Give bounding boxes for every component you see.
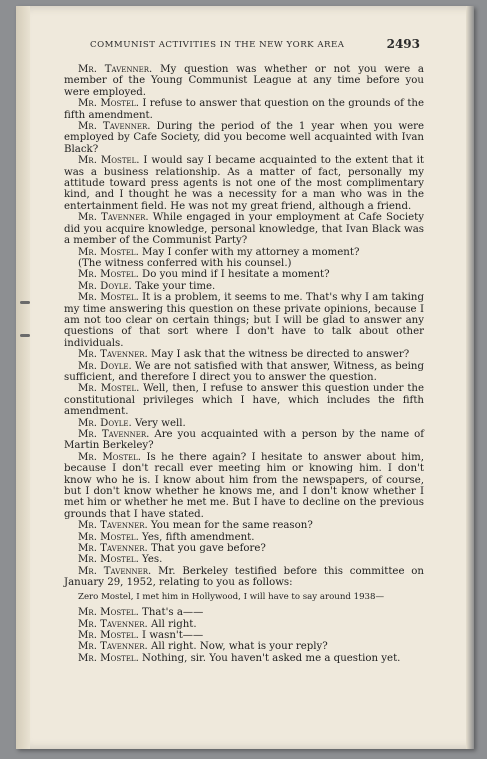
testimony-paragraph (64, 566, 424, 589)
testimony-paragraph (64, 520, 424, 531)
speaker-name: Mr. Tavenner. (78, 349, 148, 361)
paragraph-text: All right. (147, 618, 197, 630)
paragraph-text: During the period of the 1 year when you were employed by Cafe Society, did you become well acquainted with Ivan Black? (64, 121, 425, 155)
testimony-paragraph (64, 292, 424, 349)
testimony-paragraph (64, 429, 424, 452)
testimony-paragraph (64, 619, 424, 630)
testimony-paragraph (64, 653, 424, 664)
testimony-paragraph (64, 630, 424, 641)
speaker-name: Mr. Mostel. (78, 292, 139, 304)
speaker-name: Mr. Mostel. (78, 629, 139, 641)
paragraph-text: Yes. (138, 554, 163, 566)
speaker-name: Mr. Mostel. (78, 383, 140, 395)
paragraph-text: It is a problem, it seems to me. That's why I am taking my time answering this question on these private opinions, because I am not too clear on certain things; but I will be glad to answer any questions of that sort where I don't have to talk about other individuals. (64, 292, 424, 349)
paragraph-text: Mr. Berkeley testified before this committee on January 29, 1952, relating to you as follows: (64, 565, 424, 589)
testimony-paragraph (64, 64, 424, 98)
paragraph-text: That you gave before? (147, 543, 266, 555)
speaker-name: Mr. Mostel. (78, 269, 139, 281)
paragraph-text: Yes, fifth amendment. (138, 531, 255, 543)
paragraph-text: You mean for the same reason? (147, 520, 313, 532)
paragraph-text: Do you mind if I hesitate a moment? (138, 269, 330, 281)
running-header (90, 37, 420, 51)
speaker-name: Mr. Tavenner. (78, 212, 149, 224)
paragraph-text: All right. Now, what is your reply? (147, 641, 328, 653)
speaker-name: Mr. Doyle. (78, 417, 132, 429)
paragraph-text: Are you acquainted with a person by the name of Martin Berkeley? (64, 429, 424, 452)
testimony-paragraph (64, 98, 424, 121)
testimony-paragraph (64, 418, 424, 429)
testimony-paragraph (64, 361, 424, 384)
speaker-name: Mr. Doyle. (78, 280, 132, 292)
paragraph-text: May I confer with my attorney a moment? (138, 246, 360, 258)
testimony-paragraph (64, 452, 424, 520)
testimony-paragraph (64, 155, 424, 212)
speaker-name: Mr. Mostel. (78, 554, 139, 566)
paragraph-text: (The witness conferred with his counsel.) (78, 257, 292, 269)
testimony-paragraph (64, 641, 424, 652)
speaker-name: Mr. Tavenner. (78, 121, 151, 133)
speaker-name: Mr. Mostel. (78, 531, 139, 543)
testimony-paragraph (64, 258, 424, 269)
quoted-testimony (64, 592, 424, 603)
paragraph-text: That's a—— (138, 607, 204, 619)
speaker-name: Mr. Tavenner. (78, 618, 148, 630)
speaker-name: Mr. Mostel. (78, 98, 139, 110)
speaker-name: Mr. Tavenner. (78, 565, 152, 577)
paragraph-text: I refuse to answer that question on the grounds of the fifth amendment. (64, 98, 425, 121)
speaker-name: Mr. Mostel. (78, 451, 142, 463)
paragraph-text: May I ask that the witness be directed to answer? (147, 349, 410, 361)
testimony-paragraph (64, 349, 424, 360)
testimony-paragraph (64, 383, 424, 417)
speaker-name: Mr. Tavenner. (78, 543, 148, 555)
paragraph-text: Is he there again? I hesitate to answer about him, because I don't recall ever meeting him or knowing him. I don't know who he is. I know about him from the newspapers, of course, but I don't know whether he knows me, and I don't know whether I met him or whether he met me. But I have to decline on the previous grounds that I have stated. (64, 451, 424, 520)
paragraph-text: Nothing, sir. You haven't asked me a question yet. (138, 652, 401, 664)
paragraph-text: While engaged in your employment at Cafe Society did you acquire knowledge, personal knowledge, that Ivan Black was a member of the Communist Party? (64, 212, 424, 247)
speaker-name: Mr. Tavenner. (78, 641, 148, 653)
testimony-paragraph (64, 554, 424, 565)
paragraph-text: My question was whether or not you were a member of the Young Communist League at any time before you were employed. (64, 64, 424, 98)
speaker-name: Mr. Mostel. (78, 155, 140, 167)
speaker-name: Mr. Tavenner. (78, 64, 153, 75)
speaker-name: Mr. Mostel. (78, 246, 139, 258)
testimony-paragraph (64, 607, 424, 618)
page-number: 2493 (386, 37, 420, 51)
margin-mark (20, 334, 30, 337)
paragraph-text: I wasn't—— (138, 629, 204, 641)
paragraph-text: Take your time. (131, 280, 216, 292)
testimony-paragraph (64, 269, 424, 280)
running-title: COMMUNIST ACTIVITIES IN THE NEW YORK AREA (90, 40, 345, 50)
margin-mark (20, 301, 30, 304)
paragraph-text: Very well. (131, 417, 186, 429)
testimony-paragraph (64, 532, 424, 543)
testimony-paragraph (64, 121, 424, 155)
page-edge (466, 6, 474, 749)
paragraph-text: Zero Mostel, I met him in Hollywood, I will have to say around 1938— (78, 591, 385, 602)
testimony-paragraph (64, 212, 424, 246)
speaker-name: Mr. Doyle. (78, 360, 132, 372)
testimony-text (64, 64, 424, 664)
speaker-name: Mr. Mostel. (78, 652, 139, 664)
testimony-paragraph (64, 247, 424, 258)
speaker-name: Mr. Mostel. (78, 607, 139, 619)
speaker-name: Mr. Tavenner. (78, 520, 148, 532)
paragraph-text: I would say I became acquainted to the extent that it was a business relationship. As a matter of fact, personally my attitude toward press agents is not one of the most complimentary kind, and I thought he was a necessity for a man who was in the entertainment field. He was not my great friend, although a friend. (64, 155, 424, 212)
speaker-name: Mr. Tavenner. (78, 429, 150, 440)
testimony-paragraph (64, 281, 424, 292)
paragraph-text: Well, then, I refuse to answer this question under the constitutional privileges which I have, which includes the fifth amendment. (64, 383, 425, 418)
paragraph-text: We are not satisfied with that answer, Witness, as being sufficient, and therefore I direct you to answer the question. (64, 360, 425, 383)
testimony-paragraph (64, 543, 424, 554)
page-binding-shadow (16, 6, 30, 749)
